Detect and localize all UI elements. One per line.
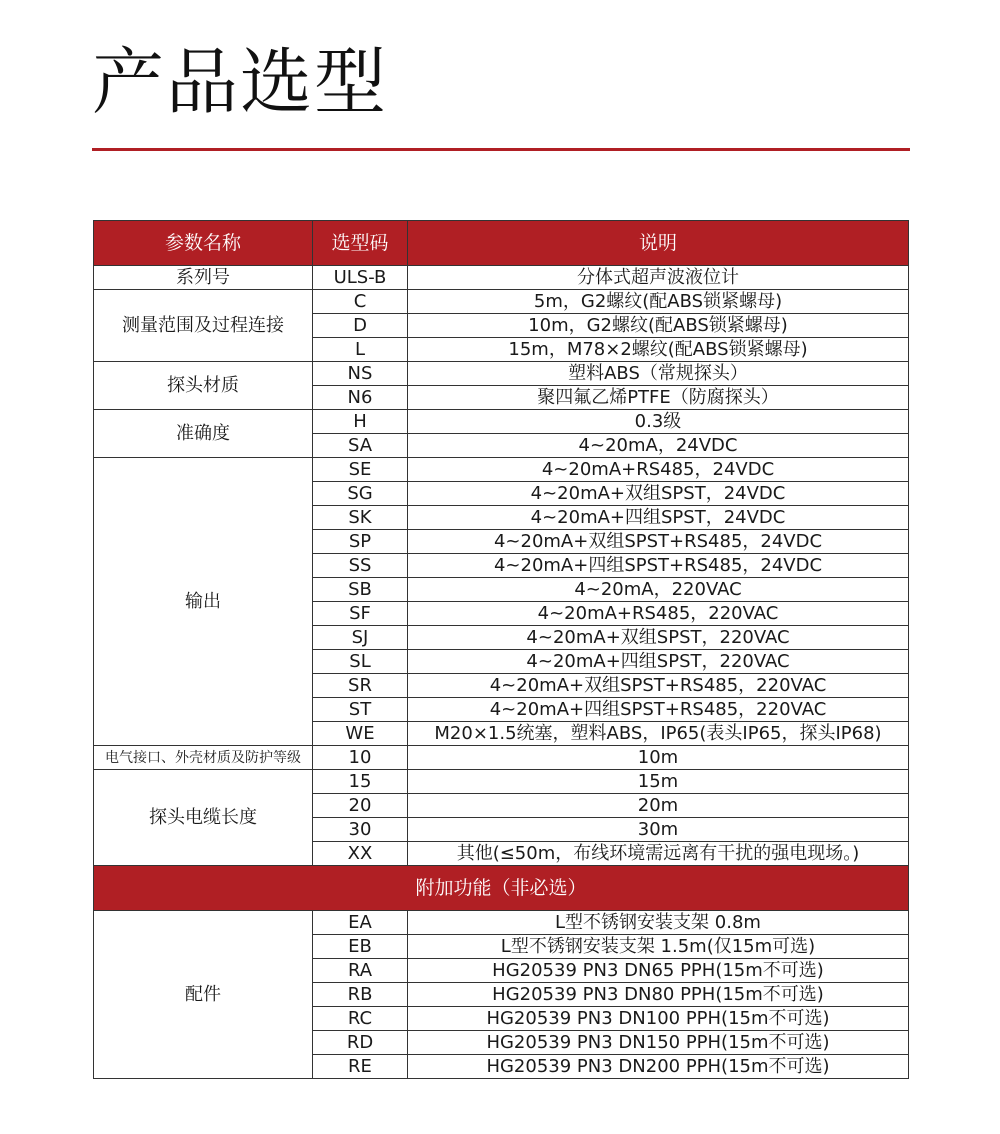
desc-cell: 0.3级 [408,410,909,434]
desc-cell: 4~20mA+RS485，220VAC [408,602,909,626]
param-name: 电气接口、外壳材质及防护等级 [94,746,313,770]
desc-cell: 4~20mA+四组SPST+RS485，24VDC [408,554,909,578]
table-row [94,290,909,314]
code-cell: L [313,338,408,362]
code-cell: SP [313,530,408,554]
code-cell: SS [313,554,408,578]
desc-cell: 10m，G2螺纹(配ABS锁紧螺母) [408,314,909,338]
table-row [94,266,909,290]
desc-cell: HG20539 PN3 DN200 PPH(15m不可选) [408,1055,909,1079]
desc-cell: 5m，G2螺纹(配ABS锁紧螺母) [408,290,909,314]
code-cell: SL [313,650,408,674]
code-cell: SJ [313,626,408,650]
table-row [94,911,909,935]
desc-cell: L型不锈钢安装支架 1.5m(仅15m可选) [408,935,909,959]
param-name: 准确度 [94,410,313,458]
code-cell: SG [313,482,408,506]
desc-cell: HG20539 PN3 DN80 PPH(15m不可选) [408,983,909,1007]
header-code: 选型码 [313,221,408,266]
param-name: 探头电缆长度 [94,770,313,866]
code-cell: RC [313,1007,408,1031]
desc-cell: 4~20mA+四组SPST+RS485，220VAC [408,698,909,722]
code-cell: SK [313,506,408,530]
param-name: 测量范围及过程连接 [94,290,313,362]
desc-cell: HG20539 PN3 DN150 PPH(15m不可选) [408,1031,909,1055]
desc-cell: 15m [408,770,909,794]
code-cell: SB [313,578,408,602]
code-cell: SE [313,458,408,482]
code-cell: ST [313,698,408,722]
desc-cell: L型不锈钢安装支架 0.8m [408,911,909,935]
table-row [94,770,909,794]
code-cell: N6 [313,386,408,410]
title-rule [92,148,910,151]
code-cell: H [313,410,408,434]
code-cell: EA [313,911,408,935]
code-cell: 20 [313,794,408,818]
table-row [94,458,909,482]
desc-cell: 30m [408,818,909,842]
desc-cell: HG20539 PN3 DN65 PPH(15m不可选) [408,959,909,983]
code-cell: RA [313,959,408,983]
desc-cell: 4~20mA+双组SPST，24VDC [408,482,909,506]
desc-cell: 分体式超声波液位计 [408,266,909,290]
code-cell: XX [313,842,408,866]
code-cell: SF [313,602,408,626]
table-row [94,746,909,770]
header-param-name: 参数名称 [94,221,313,266]
code-cell: D [313,314,408,338]
desc-cell: 4~20mA+四组SPST，24VDC [408,506,909,530]
desc-cell: 4~20mA+双组SPST，220VAC [408,626,909,650]
code-cell: 15 [313,770,408,794]
addon-header-row [94,866,909,911]
desc-cell: 4~20mA，220VAC [408,578,909,602]
desc-cell: 塑料ABS（常规探头） [408,362,909,386]
code-cell: 30 [313,818,408,842]
code-cell: 10 [313,746,408,770]
code-cell: SR [313,674,408,698]
desc-cell: 4~20mA+RS485，24VDC [408,458,909,482]
header-description: 说明 [408,221,909,266]
desc-cell: 20m [408,794,909,818]
code-cell: C [313,290,408,314]
page-title: 产品选型 [92,40,389,124]
param-name: 配件 [94,911,313,1079]
table-row [94,362,909,386]
desc-cell: 4~20mA+双组SPST+RS485，220VAC [408,674,909,698]
param-name: 系列号 [94,266,313,290]
desc-cell: HG20539 PN3 DN100 PPH(15m不可选) [408,1007,909,1031]
desc-cell: 10m [408,746,909,770]
addon-section-title: 附加功能（非必选） [94,866,909,911]
code-cell: RB [313,983,408,1007]
code-cell: EB [313,935,408,959]
selection-table [93,220,909,1079]
code-cell: SA [313,434,408,458]
code-cell: ULS-B [313,266,408,290]
desc-cell: 4~20mA+四组SPST，220VAC [408,650,909,674]
code-cell: RD [313,1031,408,1055]
table-header-row [94,221,909,266]
desc-cell: 4~20mA，24VDC [408,434,909,458]
desc-cell: 聚四氟乙烯PTFE（防腐探头） [408,386,909,410]
param-name: 输出 [94,458,313,746]
param-name: 探头材质 [94,362,313,410]
table-row [94,410,909,434]
code-cell: RE [313,1055,408,1079]
desc-cell: 4~20mA+双组SPST+RS485，24VDC [408,530,909,554]
desc-cell: 其他(≤50m，布线环境需远离有干扰的强电现场。) [408,842,909,866]
code-cell: NS [313,362,408,386]
desc-cell: 15m，M78×2螺纹(配ABS锁紧螺母) [408,338,909,362]
desc-cell: M20×1.5统塞，塑料ABS，IP65(表头IP65，探头IP68) [408,722,909,746]
code-cell: WE [313,722,408,746]
